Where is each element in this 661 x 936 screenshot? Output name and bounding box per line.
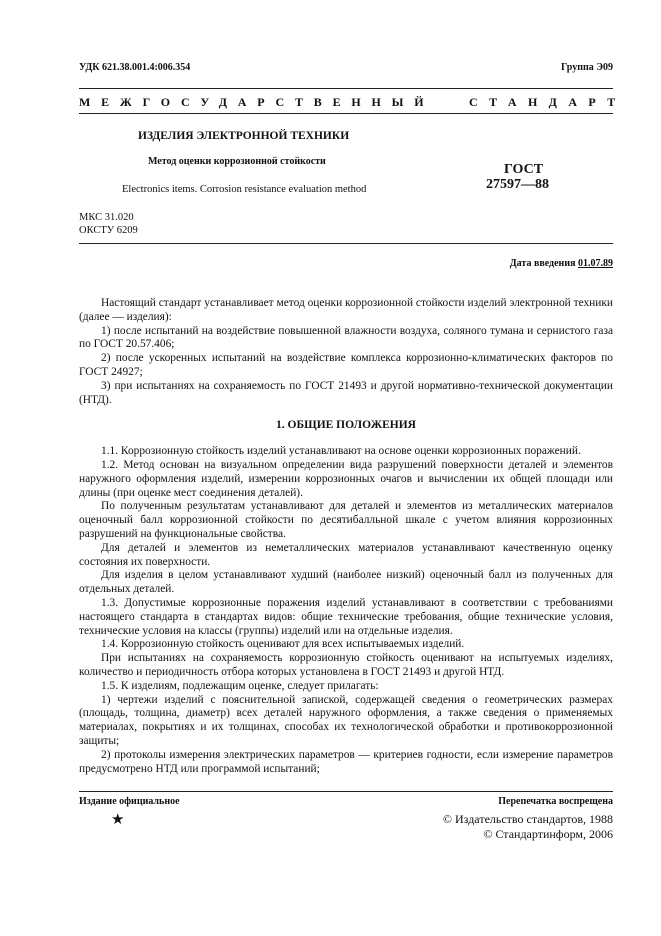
english-title: Electronics items. Corrosion resistance evaluation method [122, 184, 367, 195]
gost-number: 27597—88 [486, 177, 549, 192]
clause-1-2-nonmetal: Для деталей и элементов из неметаллических материалов устанавливают качественную оценку состояния их поверхности. [79, 541, 613, 568]
clause-1-2-whole: Для изделия в целом устанавливают худший (наиболее низкий) оценочный балл из полученных для отдельных деталей. [79, 569, 613, 596]
standard-subtitle: Метод оценки коррозионной стойкости [148, 156, 326, 167]
udk-code: УДК 621.38.001.4:006.354 [79, 62, 191, 73]
intro-paragraph: Настоящий стандарт устанавливает метод оценки коррозионной стойкости изделий электронной техники (далее — изделия): [79, 297, 613, 323]
group-code: Группа Э09 [561, 62, 613, 73]
okstu-code: ОКСТУ 6209 [79, 225, 138, 236]
star-icon: ★ [111, 812, 125, 828]
copyright-1: © Издательство стандартов, 1988 [442, 812, 613, 826]
intro-date-label: Дата введения [509, 258, 576, 269]
clause-1-2-metal: По полученным результатам устанавливают для деталей и элементов из металлических материалов оценочный балл коррозионной стойкости по десятибалльной шкале с учетом влияния коррозионных разрушений на функциональные свойства. [79, 500, 613, 540]
intro-item-2: 2) после ускоренных испытаний на воздействие комплекса коррозионно-климатических факторов по ГОСТ 24927; [79, 352, 613, 378]
banner-interstate: МЕЖГОСУДАРСТВЕННЫЙ [79, 95, 435, 109]
clause-1-2: 1.2. Метод основан на визуальном определении вида разрушений поверхности деталей и элементов наружного оформления изделий, измерении коррозионных очагов и вычислении их общей площади или длины (при оценке мест соединения деталей). [79, 458, 613, 499]
clause-1-5-item-2: 2) протоколы измерения электрических параметров — критериев годности, если измерение параметров предусмотрено НТД или программой испытаний; [79, 748, 613, 775]
intro-date-value: 01.07.89 [578, 258, 613, 269]
banner-standard: СТАНДАРТ [469, 95, 627, 109]
mks-code: МКС 31.020 [79, 212, 134, 223]
footer-rule [79, 791, 613, 792]
reprint-prohibited: Перепечатка воспрещена [498, 796, 613, 807]
clause-1-5-item-1: 1) чертежи изделий с пояснительной запиской, содержащей сведения о геометрических размерах (площадь, толщина, диаметр) всех деталей наружного оформления, а также сведения о применяемых материалах, покрытиях и их толщинах, способах их технологической обработки и противокоррозионной защиты; [79, 693, 613, 747]
banner-bottom-rule [79, 113, 613, 114]
copyright-2: © Стандартинформ, 2006 [483, 827, 613, 841]
intro-item-3: 3) при испытаниях на сохраняемость по ГОСТ 21493 и другой нормативно-технической документации (НТД). [79, 379, 613, 406]
intro-item-1: 1) после испытаний на воздействие повышенной влажности воздуха, соляного тумана и сернистого газа по ГОСТ 20.57.406; [79, 324, 613, 351]
clause-1-3: 1.3. Допустимые коррозионные поражения изделий устанавливают в соответствии с требованиями настоящего стандарта в стандартах видов: общие технические требования, общие технические условия, технические условия на классы (группы) изделий или на отдельные изделия. [79, 596, 613, 637]
clause-1-4: 1.4. Коррозионную стойкость оценивают для всех испытываемых изделий. [101, 638, 465, 651]
document-body [79, 297, 613, 776]
title-block-rule [79, 243, 613, 244]
clause-1-5: 1.5. К изделиям, подлежащим оценке, следует прилагать: [101, 679, 379, 692]
standard-title: ИЗДЕЛИЯ ЭЛЕКТРОННОЙ ТЕХНИКИ [138, 130, 350, 142]
official-edition: Издание официальное [79, 796, 180, 807]
section-1-title: 1. ОБЩИЕ ПОЛОЖЕНИЯ [276, 419, 416, 432]
clause-1-4-storage: При испытаниях на сохраняемость коррозионную стойкость оценивают на испытуемых изделиях, количество и периодичность отбора которых установлена в ГОСТ 21493 и другой НТД. [79, 652, 613, 678]
clause-1-1: 1.1. Коррозионную стойкость изделий устанавливают на основе оценки коррозионных поражений. [101, 445, 581, 458]
banner-top-rule [79, 88, 613, 89]
gost-label: ГОСТ [504, 162, 544, 177]
intro-date [510, 258, 613, 269]
